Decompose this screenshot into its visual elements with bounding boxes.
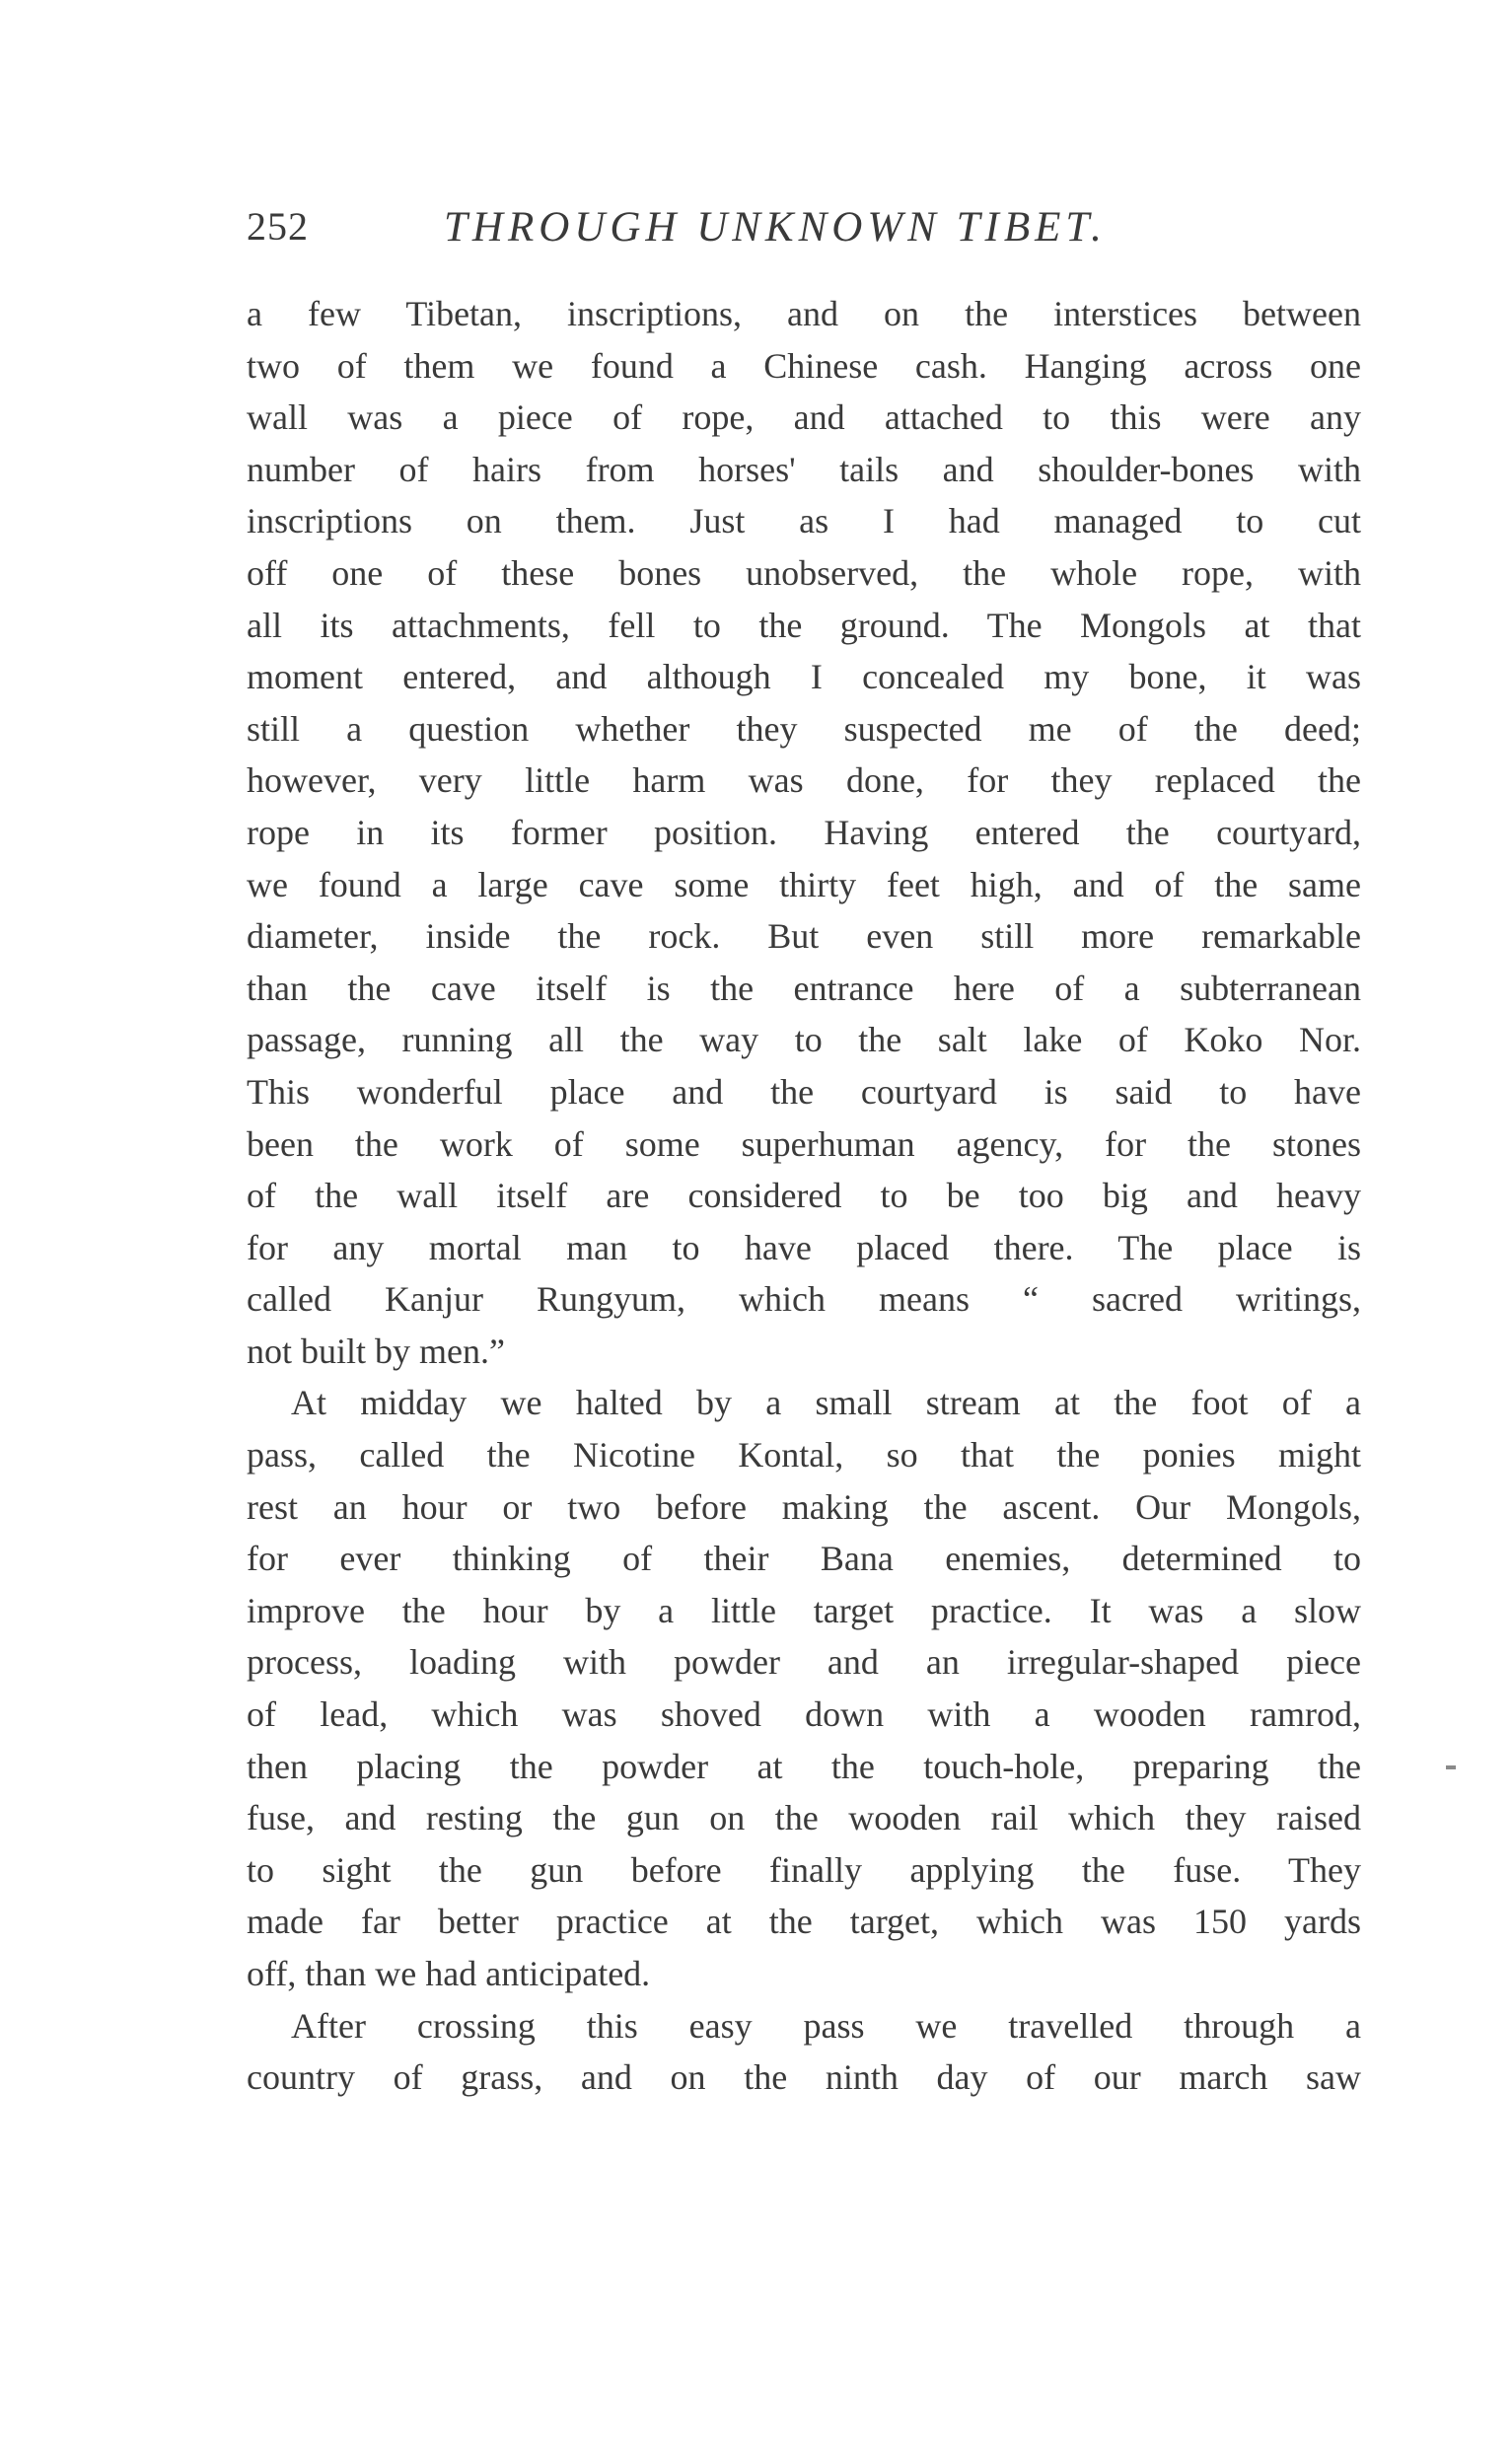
text-line: rest an hour or two before making the ascent. Our Mongols, [247,1486,1361,1527]
text-line: a few Tibetan, inscriptions, and on the interstices between [247,294,1361,333]
text-line: called Kanjur Rungyum, which means “ sacred writings, [247,1279,1361,1320]
text-line: moment entered, and although I concealed my bone, it was [247,657,1361,697]
text-line: all its attachments, fell to the ground. The Mongols at that [247,605,1361,645]
text-line: diameter, inside the rock. But even still more remarkable [247,916,1361,957]
text-line: of the wall itself are considered to be too big and heavy [247,1176,1361,1216]
text-line: inscriptions on them. Just as I had managed to cut [247,501,1361,541]
text-line: however, very little harm was done, for they replaced the [247,760,1361,801]
text-line: for ever thinking of their Bana enemies, determined to [247,1539,1361,1579]
text-line: At midday we halted by a small stream at the foot of a [291,1383,1361,1423]
text-line: rope in its former position. Having entered the courtyard, [247,812,1361,852]
text-line: process, loading with powder and an irregular-shaped piece [247,1642,1361,1683]
margin-speck [1446,1765,1456,1769]
text-line: than the cave itself is the entrance here of a subterranean [247,968,1361,1008]
text-line: pass, called the Nicotine Kontal, so that the ponies might [247,1435,1361,1475]
text-line: made far better practice at the target, which was 150 yards [247,1902,1361,1942]
text-line: number of hairs from horses' tails and shoulder-bones with [247,449,1361,489]
text-line: still a question whether they suspected me of the deed; [247,708,1361,749]
page-header [247,203,1361,262]
text-line: then placing the powder at the touch-hole, preparing the [247,1746,1361,1786]
text-line: After crossing this easy pass we travelled through a [291,2005,1361,2046]
text-line: of lead, which was shoved down with a wooden ramrod, [247,1694,1361,1735]
text-line: passage, running all the way to the salt lake of Koko Nor. [247,1020,1361,1060]
page-number: 252 [247,204,309,249]
text-line: we found a large cave some thirty feet high, and of the same [247,864,1361,904]
text-line: This wonderful place and the courtyard is said to have [247,1071,1361,1112]
text-line: been the work of some superhuman agency, for the stones [247,1123,1361,1164]
text-line: to sight the gun before finally applying the fuse. They [247,1849,1361,1890]
text-line: country of grass, and on the ninth day of our march saw [247,2057,1361,2098]
running-head: THROUGH UNKNOWN TIBET. [444,204,1107,251]
text-line: fuse, and resting the gun on the wooden rail which they raised [247,1798,1361,1838]
body-text [247,288,1361,2104]
text-line: two of them we found a Chinese cash. Hanging across one [247,345,1361,386]
text-line: for any mortal man to have placed there. The place is [247,1227,1361,1267]
text-line: off one of these bones unobserved, the whole rope, with [247,552,1361,593]
text-line: off, than we had anticipated. [247,1954,651,1993]
text-line: wall was a piece of rope, and attached to this were any [247,397,1361,438]
text-line: not built by men.” [247,1331,505,1371]
text-line: improve the hour by a little target practice. It was a slow [247,1590,1361,1630]
